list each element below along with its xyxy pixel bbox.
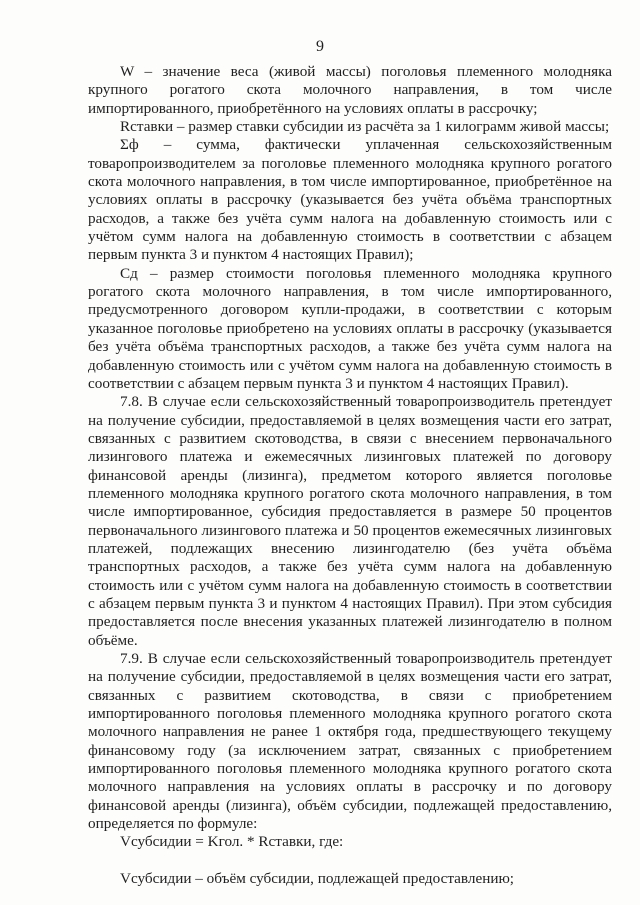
paragraph-rate-definition: Rставки – размер ставки субсидии из расчёта за 1 килограмм живой массы; [120,118,610,136]
paragraph-7-9: 7.9. В случае если сельскохозяйственный товаропроизводитель претендует на получение субсидии, предоставляемой в целях возмещения части его затрат, связанных с развитием скотоводства, в связи с приобретением импортированного поголовья племенного молодняка крупного рогатого скота молочного направления не ранее 1 октября года, предшествующего текущему финансовому году (за исключением затрат, связанных с приобретением импортированного поголовья племенного молодняка крупного рогатого скота молочного направления на условиях оплаты в рассрочку и по договору финансовой аренды (лизинга), объём субсидии, подлежащей предоставлению, определяется по формуле: [88,650,612,833]
spacer [88,852,612,870]
paragraph-v-definition: Vсубсидии – объём субсидии, подлежащей предоставлению; [120,869,515,887]
paragraph-7-8: 7.8. В случае если сельскохозяйственный товаропроизводитель претендует на получение субсидии, предоставляемой в целях возмещения части его затрат, связанных с развитием скотоводства, в связи с внесением первоначального лизингового платежа и ежемесячных лизинговых платежей по договору финансовой аренды (лизинга), предметом которого является поголовье племенного молодняка крупного рогатого скота молочного направления, в том числе импортированное, субсидия предоставляется в размере 50 процентов первоначального лизингового платежа и 50 процентов ежемесячных лизинговых платежей, подлежащих внесению лизингодателю (без учёта объёма транспортных расходов, а также без учёта сумм налога на добавленную стоимость или с учётом сумм налога на добавленную стоимость в соответствии с абзацем первым пункта 3 и пунктом 4 настоящих Правил). При этом субсидия предоставляется после внесения указанных платежей лизингодателю в полном объёме. [88,393,612,649]
document-body [88,63,612,888]
paragraph-w-definition: W – значение веса (живой массы) поголовья племенного молодняка крупного рогатого скота молочного направления, в том числе импортированного, приобретённого на условиях оплаты в рассрочку; [88,63,612,117]
page-number: 9 [316,38,324,55]
formula: Vсубсидии = Kгол. * Rставки, где: [120,833,344,851]
paragraph-sum-definition: Σф – сумма, фактически уплаченная сельскохозяйственным товаропроизводителем за поголовье племенного молодняка крупного рогатого скота молочного направления, в том числе импортированное, приобретённое на условиях оплаты в рассрочку (указывается без учёта объёма транспортных расходов, а также без учёта сумм налога на добавленную стоимость или с учётом сумм налога на добавленную стоимость в соответствии с абзацем первым пункта 3 и пунктом 4 настоящих Правил); [88,136,612,264]
paragraph-cost-definition: Сд – размер стоимости поголовья племенного молодняка крупного рогатого скота молочного направления, в том числе импортированного, предусмотренного договором купли-продажи, в соответствии с которым указанное поголовье приобретено на условиях оплаты в рассрочку (указывается без учёта объёма транспортных расходов, а также без учёта сумм налога на добавленную стоимость или с учётом сумм налога на добавленную стоимость в соответствии с абзацем первым пункта 3 и пунктом 4 настоящих Правил). [88,264,612,392]
